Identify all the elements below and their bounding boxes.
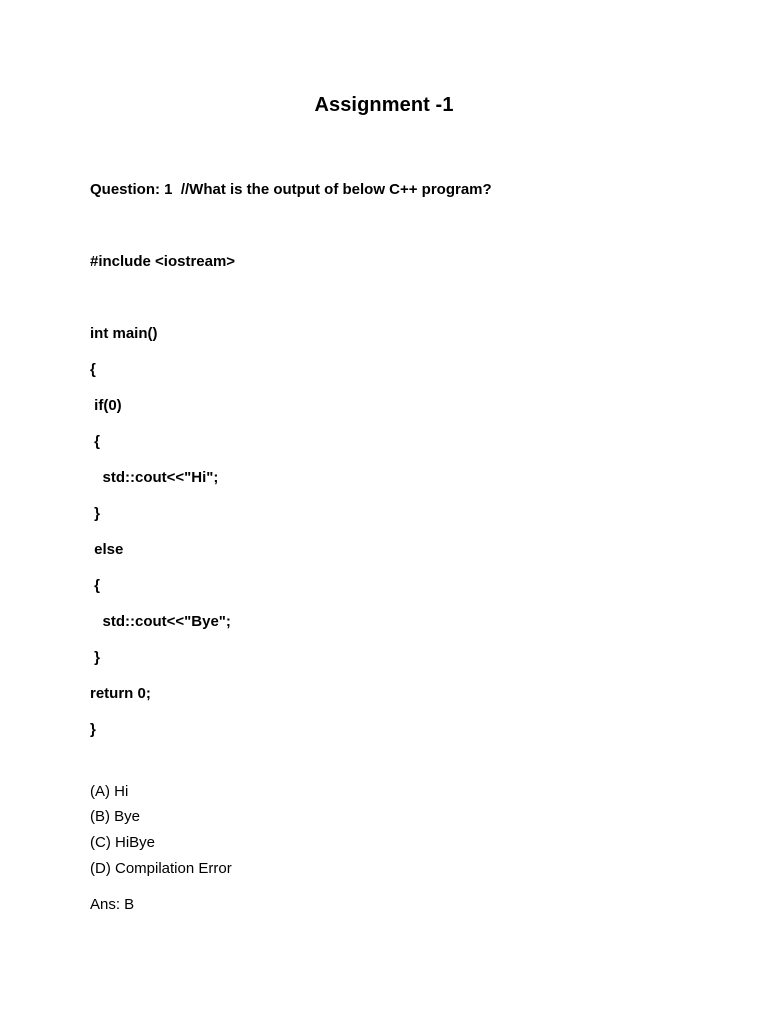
option-c: (C) HiBye bbox=[90, 834, 156, 851]
page-title: Assignment -1 bbox=[314, 94, 454, 116]
option-a: (A) Hi bbox=[90, 783, 129, 800]
option-d: (D) Compilation Error bbox=[90, 860, 232, 877]
code-line: else bbox=[90, 541, 124, 558]
code-line: { bbox=[90, 433, 101, 450]
code-line: std::cout<<"Hi"; bbox=[90, 469, 219, 486]
answer-text: Ans: B bbox=[90, 896, 135, 913]
code-line: } bbox=[90, 649, 101, 666]
code-line: #include <iostream> bbox=[90, 253, 236, 270]
option-b: (B) Bye bbox=[90, 808, 141, 825]
code-line: } bbox=[90, 505, 101, 522]
question-text: Question: 1 //What is the output of below C++ program? bbox=[90, 181, 492, 198]
code-line: int main() bbox=[90, 325, 158, 342]
code-line: { bbox=[90, 577, 101, 594]
code-line: if(0) bbox=[90, 397, 122, 414]
code-line: { bbox=[90, 361, 96, 378]
code-line: } bbox=[90, 721, 96, 738]
code-line: std::cout<<"Bye"; bbox=[90, 613, 231, 630]
code-line: return 0; bbox=[90, 685, 151, 702]
